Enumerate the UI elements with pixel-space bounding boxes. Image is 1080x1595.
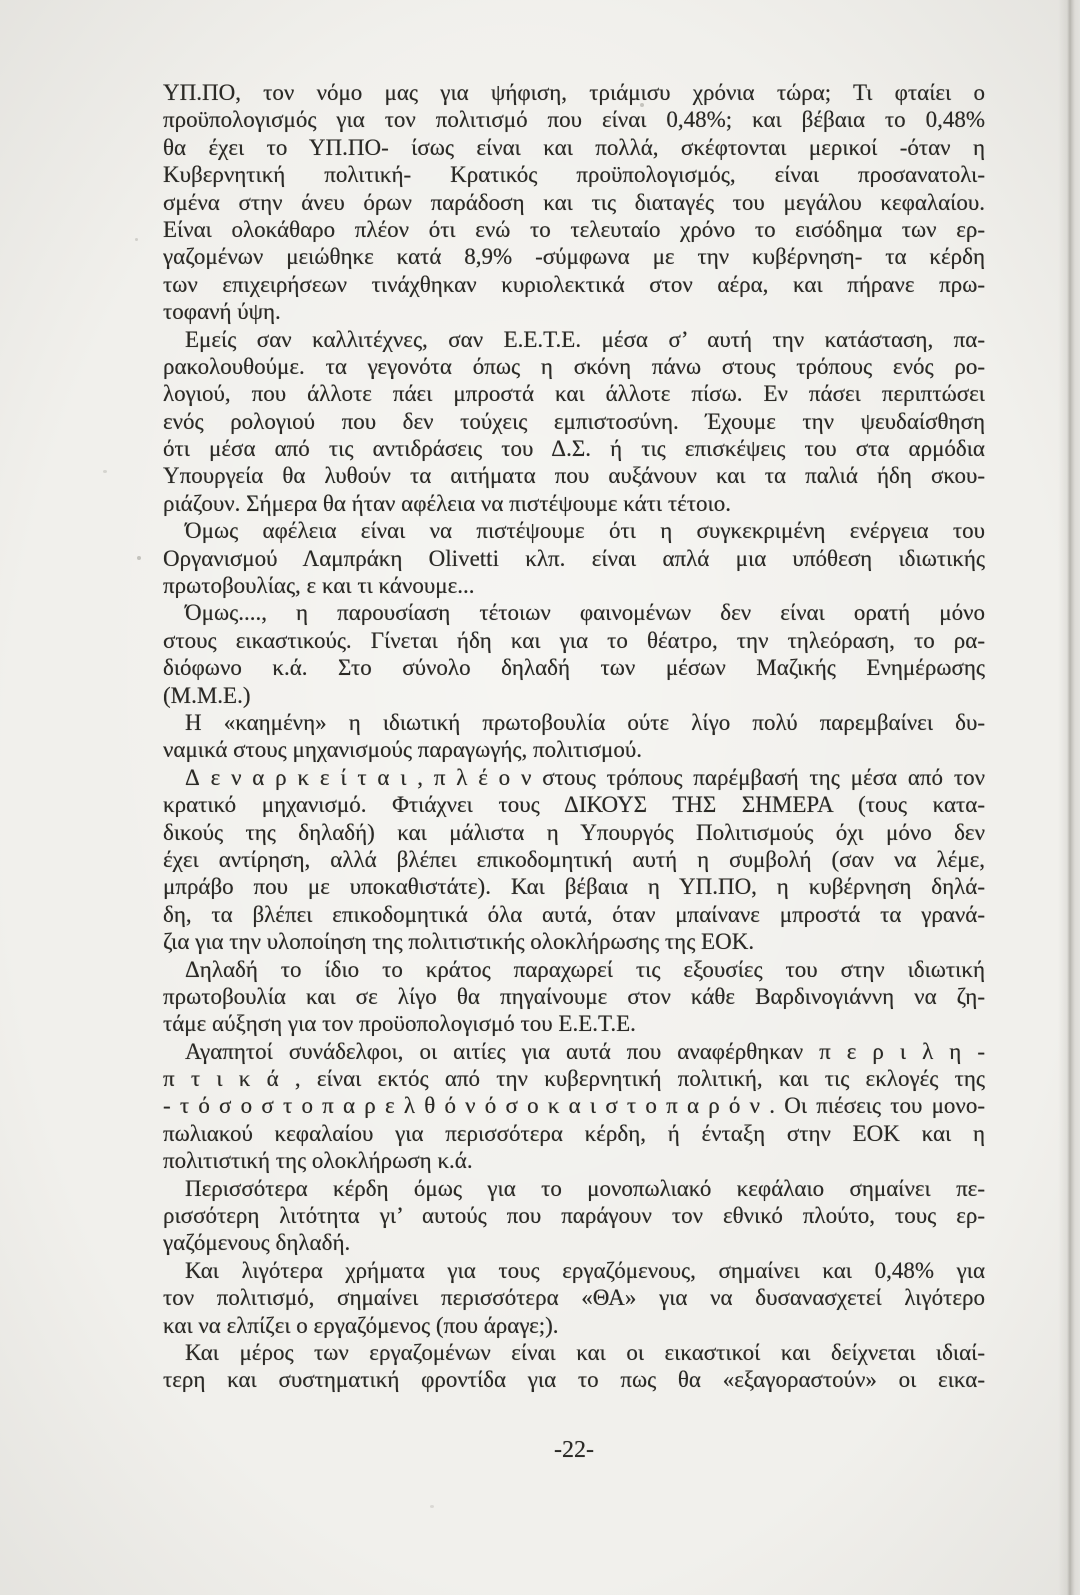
scan-speck (135, 238, 138, 241)
text-line: ζια για την υλοποίηση της πολιτιστικής ολοκλήρωσης της ΕΟΚ. (163, 929, 755, 955)
scan-edge-shadow (1058, 0, 1080, 1595)
scan-speck (137, 556, 141, 560)
text-line: μπράβο που με υποκαθιστάτε). Και βέβαια η ΥΠ.ΠΟ, η κυβέρνηση δηλά- (163, 874, 985, 900)
text-line: τοφανή ύψη. (163, 299, 281, 325)
text-line: ναμικά στους μηχανισμούς παραγωγής, πολιτισμού. (163, 737, 642, 763)
text-line: π τ ι κ ά , είναι εκτός από την κυβερνητική πολιτική, και τις εκλογές της (163, 1066, 985, 1092)
text-line: κρατικό μηχανισμό. Φτιάχνει τους ΔΙΚΟΥΣ ΤΗΣ ΣΗΜΕΡΑ (τους κατα- (163, 792, 985, 818)
text-line: Περισσότερα κέρδη όμως για το μονοπωλιακό κεφάλαιο σημαίνει πε- (185, 1175, 985, 1201)
text-line: τερη και συστηματική φροντίδα για το πως θα «εξαγοραστούν» οι εικα- (163, 1367, 985, 1393)
text-line: Είναι ολοκάθαρο πλέον ότι ενώ το τελευταίο χρόνο το εισόδημα των ερ- (163, 216, 985, 242)
text-line: ΥΠ.ΠΟ, τον νόμο μας για ψήφιση, τριάμισυ χρόνια τώρα; Τι φταίει ο (163, 80, 985, 105)
text-line: δη, τα βλέπει επικοδομητικά όλα αυτά, όταν μπαίνανε μπροστά τα γρανά- (163, 901, 985, 927)
text-line: Κυβερνητική πολιτική- Κρατικός προϋπολογισμός, είναι προσανατολι- (163, 162, 985, 188)
scan-speck (640, 103, 644, 107)
text-line: Αγαπητοί συνάδελφοι, οι αιτίες για αυτά που αναφέρθηκαν π ε ρ ι λ η - (185, 1038, 985, 1064)
text-line: ενός ρολογιού που δεν τούχεις εμπιστοσύνη. Έχουμε την ψευδαίσθηση (163, 408, 985, 434)
text-line: και να ελπίζει ο εργαζόμενος (που άραγε;). (163, 1312, 559, 1338)
text-line: - τ ό σ ο σ τ ο π α ρ ε λ θ ό ν ό σ ο κ α ι σ τ ο π α ρ ό ν . Οι πιέσεις του μονο- (163, 1093, 985, 1119)
text-line: Και μέρος των εργαζομένων είναι και οι εικαστικοί και δείχνεται ιδιαί- (185, 1339, 985, 1365)
text-line: Υπουργεία θα λυθούν τα αιτήματα που αυξάνουν και τα παλιά ήδη σκου- (163, 463, 985, 489)
text-line: δικούς της δηλαδή) και μάλιστα η Υπουργός Πολιτισμούς όχι μόνο δεν (163, 819, 985, 845)
text-line: προϋπολογισμός για τον πολιτισμό που είναι 0,48%; και βέβαια το 0,48% (163, 107, 985, 133)
text-line: πωλιακού κεφαλαίου για περισσότερα κέρδη, ή ένταξη στην ΕΟΚ και η (163, 1120, 985, 1146)
text-line: τον πολιτισμό, σημαίνει περισσότερα «ΘΑ» για να δυσανασχετεί λιγότερο (163, 1285, 985, 1311)
text-line: ρακολουθούμε. τα γεγονότα όπως η σκόνη πάνω στους τρόπους ενός ρο- (163, 353, 985, 379)
text-line: Όμως αφέλεια είναι να πιστέψουμε ότι η συγκεκριμένη ενέργεια του (185, 518, 985, 544)
scan-speck (430, 1505, 434, 1508)
text-line: Δηλαδή το ίδιο το κράτος παραχωρεί τις εξουσίες του στην ιδιωτική (185, 956, 985, 982)
scan-speck (103, 470, 107, 473)
text-line: έχει αντίρηση, αλλά βλέπει επικοδομητική αυτή η συμβολή (σαν να λέμε, (163, 846, 985, 872)
text-line: πολιτιστική της ολοκλήρωση κ.ά. (163, 1148, 473, 1174)
text-line: γαζομένων μειώθηκε κατά 8,9% -σύμφωνα με την κυβέρνηση- τα κέρδη (163, 244, 985, 270)
text-line: τάμε αύξηση για τον προϋοπολογισμό του Ε.Ε.Τ.Ε. (163, 1011, 636, 1037)
text-line: των επιχειρήσεων τινάχθηκαν κυριολεκτικά στον αέρα, και πήρανε πρω- (163, 271, 985, 297)
text-line: Όμως...., η παρουσίαση τέτοιων φαινομένων δεν είναι ορατή μόνο (185, 600, 985, 626)
text-line: θα έχει το ΥΠ.ΠΟ- ίσως είναι και πολλά, σκέφτονται μερικοί -όταν η (163, 134, 985, 160)
text-line: ριάζουν. Σήμερα θα ήταν αφέλεια να πιστέψουμε κάτι τέτοιο. (163, 490, 731, 516)
text-line: ρισσότερη λιτότητα γι’ αυτούς που παράγουν τον εθνικό πλούτο, τους ερ- (163, 1203, 985, 1229)
text-line: πρωτοβουλίας, ε και τι κάνουμε... (163, 573, 475, 599)
text-line: σμένα στην άνευ όρων παράδοση και τις διαταγές του μεγάλου κεφαλαίου. (163, 189, 985, 215)
page-number: -22- (554, 1437, 594, 1463)
text-line: Οργανισμού Λαμπράκη Olivetti κλπ. είναι απλά μια υπόθεση ιδιωτικής (163, 545, 985, 571)
text-line: (Μ.Μ.Ε.) (163, 682, 251, 708)
text-line: διόφωνο κ.ά. Στο σύνολο δηλαδή των μέσων Μαζικής Ενημέρωσης (163, 655, 985, 681)
text-line: λογιού, που άλλοτε πάει μπροστά και άλλοτε πίσω. Εν πάσει περιπτώσει (163, 381, 985, 407)
text-line: ότι μέσα από τις αντιδράσεις του Δ.Σ. ή τις επισκέψεις του στα αρμόδια (163, 436, 985, 462)
text-line: Και λιγότερα χρήματα για τους εργαζόμενους, σημαίνει και 0,48% για (185, 1257, 985, 1283)
text-line: Εμείς σαν καλλιτέχνες, σαν Ε.Ε.Τ.Ε. μέσα σ’ αυτή την κατάσταση, πα- (185, 326, 985, 352)
text-line: στους εικαστικούς. Γίνεται ήδη και για το θέατρο, την τηλεόραση, το ρα- (163, 627, 985, 653)
text-line: Η «καημένη» η ιδιωτική πρωτοβουλία ούτε λίγο πολύ παρεμβαίνει δυ- (185, 709, 985, 735)
text-line: πρωτοβουλία και σε λίγο θα πηγαίνουμε στον κάθε Βαρδινογιάννη να ζη- (163, 983, 985, 1009)
text-line: Δ ε ν α ρ κ ε ί τ α ι , π λ έ ο ν στους τρόπους παρέμβασή της μέσα από τον (185, 764, 985, 790)
text-line: γαζόμενους δηλαδή. (163, 1230, 351, 1256)
body-text (163, 79, 985, 1394)
